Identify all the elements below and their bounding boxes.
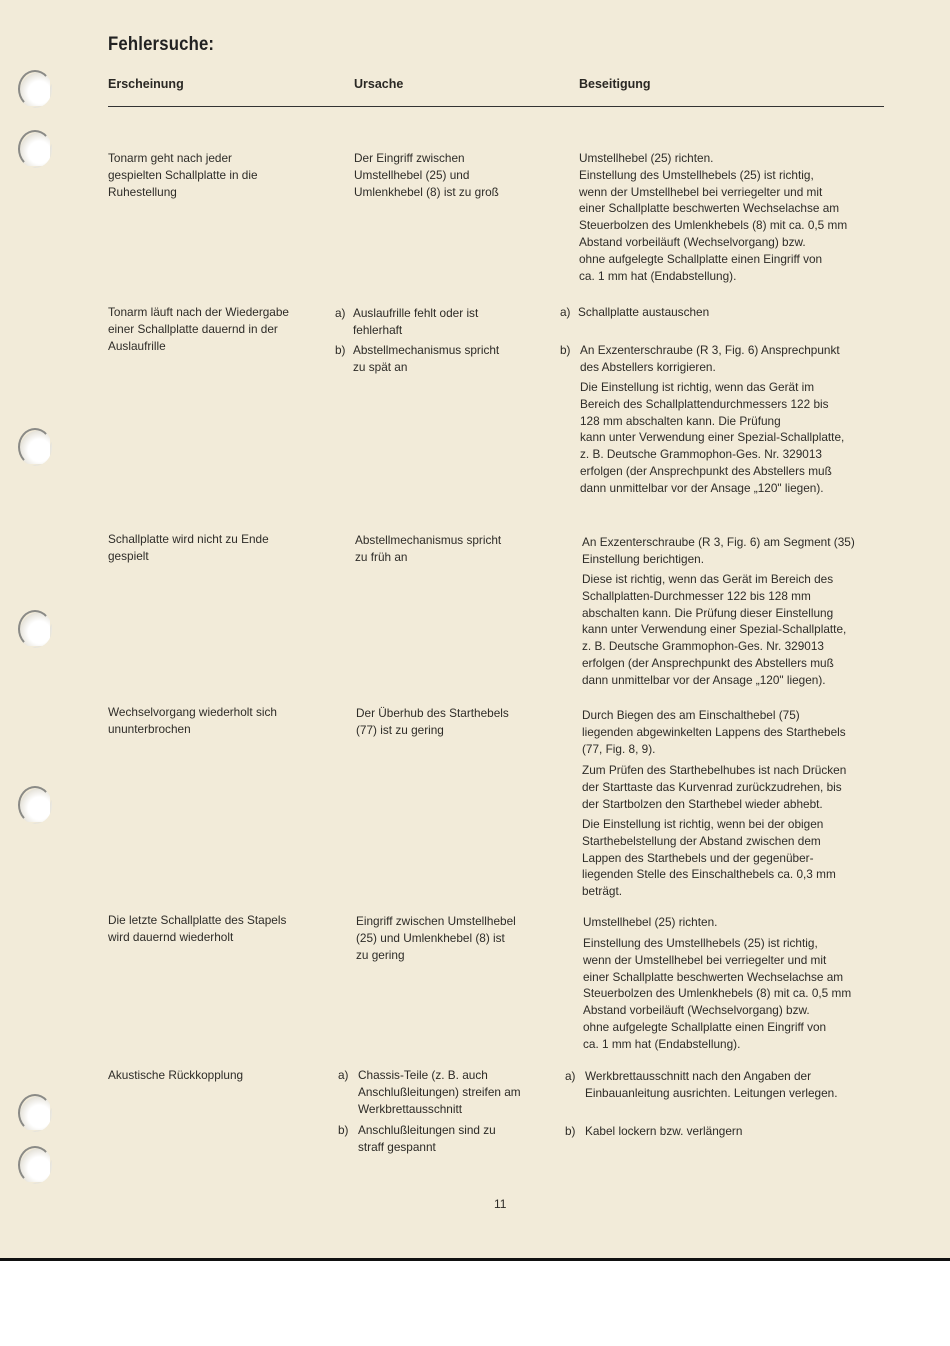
text-line: 128 mm abschalten kann. Die Prüfung — [580, 413, 781, 428]
text-line: zu früh an — [355, 549, 408, 564]
text-line: Der Überhub des Starthebels — [356, 706, 509, 720]
text-line: Auslaufrille fehlt oder ist — [353, 306, 479, 320]
text-line: zu spät an — [353, 359, 408, 374]
text-line: Einbauanleitung ausrichten. Leitungen verlegen. — [585, 1085, 838, 1100]
text-line: Einstellung berichtigen. — [582, 551, 704, 566]
text-line: Kabel lockern bzw. verlängern — [585, 1124, 743, 1138]
text-line: Anschlußleitungen) streifen am — [358, 1084, 521, 1099]
list-marker: a) — [335, 306, 346, 320]
text-line: wird dauernd wiederholt — [108, 929, 234, 944]
row-6-symptom — [108, 1067, 243, 1084]
text-line: An Exzenterschraube (R 3, Fig. 6) Ansprechpunkt — [580, 343, 840, 357]
text-line: ohne aufgelegte Schallplatte einen Eingriff von — [579, 251, 823, 266]
row-5-remedy-note — [583, 935, 851, 1053]
text-line: Akustische Rückkopplung — [108, 1068, 244, 1082]
punch-hole — [18, 786, 52, 824]
list-item-text — [353, 342, 499, 376]
header-divider — [108, 106, 884, 107]
list-marker: a) — [565, 1069, 576, 1083]
text-line: Starthebelstellung der Abstand zwischen dem — [582, 833, 821, 848]
list-marker: a) — [560, 305, 571, 319]
text-line: Tonarm läuft nach der Wiedergabe — [108, 305, 289, 319]
text-line: Eingriff zwischen Umstellhebel — [356, 914, 516, 928]
text-line: liegenden abgewinkelten Lappens des Starthebels — [582, 724, 846, 739]
text-line: beträgt. — [582, 884, 623, 899]
text-line: An Exzenterschraube (R 3, Fig. 6) am Segment (35) — [582, 535, 855, 549]
column-header-cause: Ursache — [354, 77, 404, 91]
text-line: einer Schallplatte beschwerten Wechselachse am — [583, 969, 844, 984]
text-line: Tonarm geht nach jeder — [108, 151, 232, 165]
text-line: Wechselvorgang wiederholt sich — [108, 705, 277, 719]
row-5-symptom — [108, 912, 286, 946]
text-line: (77) ist zu gering — [356, 722, 444, 737]
list-item-text — [353, 305, 478, 339]
text-line: erfolgen (der Ansprechpunkt des Abstellers muß — [582, 655, 834, 670]
row-1-cause — [354, 150, 499, 200]
list-marker: b) — [338, 1123, 349, 1137]
text-line: fehlerhaft — [353, 322, 403, 337]
column-header-symptom: Erscheinung — [108, 77, 184, 91]
row-4-remedy — [582, 707, 846, 757]
row-1-remedy — [579, 150, 847, 284]
text-line: Werkbrettausschnitt nach den Angaben der — [585, 1069, 812, 1083]
text-line: kann unter Verwendung einer Spezial-Schallplatte, — [582, 622, 847, 637]
text-line: dann unmittelbar vor der Ansage „120" liegen). — [580, 480, 824, 495]
list-marker: a) — [338, 1068, 349, 1082]
text-line: Diese ist richtig, wenn das Gerät im Bereich des — [582, 572, 834, 586]
text-line: Schallplatte austauschen — [578, 305, 710, 319]
punch-hole — [18, 1094, 52, 1132]
list-item-text — [585, 1068, 838, 1102]
list-item-text — [578, 304, 709, 321]
text-line: ohne aufgelegte Schallplatte einen Eingriff von — [583, 1019, 827, 1034]
row-2-remedy-note — [580, 379, 844, 497]
column-header-remedy: Beseitigung — [579, 77, 651, 91]
row-4-remedy-check — [582, 762, 846, 812]
text-line: einer Schallplatte dauernd in der — [108, 321, 278, 336]
text-line: einer Schallplatte beschwerten Wechselachse am — [579, 201, 840, 216]
text-line: zu gering — [356, 947, 405, 962]
text-line: dann unmittelbar vor der Ansage „120" liegen). — [582, 672, 826, 687]
text-line: Auslaufrille — [108, 338, 166, 353]
row-5-remedy — [583, 914, 717, 931]
list-item-text — [358, 1067, 521, 1117]
punch-hole — [18, 428, 52, 466]
text-line: z. B. Deutsche Grammophon-Ges. Nr. 329013 — [582, 639, 824, 654]
text-line: wenn der Umstellhebel bei verriegelter und mit — [579, 184, 823, 199]
list-item-text — [580, 342, 840, 376]
text-line: straff gespannt — [358, 1139, 436, 1154]
text-line: Steuerbolzen des Umlenkhebels (8) mit ca. 0,5 mm — [579, 218, 848, 233]
text-line: Umlenkhebel (8) ist zu groß — [354, 184, 499, 199]
row-3-cause — [355, 532, 501, 566]
text-line: ca. 1 mm hat (Endabstellung). — [583, 1036, 741, 1051]
punch-hole — [18, 610, 52, 648]
punch-hole — [18, 130, 52, 168]
punch-hole — [18, 70, 52, 108]
text-line: Schallplatten-Durchmesser 122 bis 128 mm — [582, 588, 811, 603]
list-marker: b) — [560, 343, 571, 357]
page-number: 11 — [494, 1197, 507, 1211]
text-line: Umstellhebel (25) und — [354, 167, 470, 182]
text-line: Anschlußleitungen sind zu — [358, 1123, 496, 1137]
row-4-remedy-note — [582, 816, 836, 900]
row-1-symptom — [108, 150, 258, 200]
text-line: (25) und Umlenkhebel (8) ist — [356, 930, 505, 945]
row-2-symptom — [108, 304, 289, 354]
text-line: ununterbrochen — [108, 721, 191, 736]
row-3-remedy-note — [582, 571, 846, 689]
text-line: erfolgen (der Ansprechpunkt des Abstellers muß — [580, 463, 832, 478]
text-line: Abstand vorbeiläuft (Wechselvorgang) bzw. — [583, 1003, 810, 1018]
text-line: z. B. Deutsche Grammophon-Ges. Nr. 329013 — [580, 447, 822, 462]
text-line: Steuerbolzen des Umlenkhebels (8) mit ca. 0,5 mm — [583, 986, 852, 1001]
text-line: gespielt — [108, 548, 149, 563]
text-line: der Startbolzen den Starthebel wieder abhebt. — [582, 796, 823, 811]
text-line: Abstellmechanismus spricht — [355, 533, 502, 547]
row-4-symptom — [108, 704, 277, 738]
text-line: abschalten kann. Die Prüfung dieser Einstellung — [582, 605, 834, 620]
text-line: Lappen des Starthebels und der gegenüber- — [582, 850, 814, 865]
text-line: des Abstellers korrigieren. — [580, 359, 716, 374]
text-line: Abstellmechanismus spricht — [353, 343, 500, 357]
text-line: wenn der Umstellhebel bei verriegelter und mit — [583, 952, 827, 967]
text-line: liegenden Stelle des Einschalthebels ca. 0,3 mm — [582, 867, 836, 882]
text-line: (77, Fig. 8, 9). — [582, 741, 656, 756]
text-line: Schallplatte wird nicht zu Ende — [108, 532, 269, 546]
text-line: Durch Biegen des am Einschalthebel (75) — [582, 708, 800, 722]
list-marker: b) — [565, 1124, 576, 1138]
list-item-text — [585, 1123, 742, 1140]
text-line: der Starttaste das Kurvenrad zurückzudrehen, bis — [582, 779, 842, 794]
text-line: Abstand vorbeiläuft (Wechselvorgang) bzw. — [579, 234, 806, 249]
row-3-remedy — [582, 534, 855, 568]
row-4-cause — [356, 705, 509, 739]
list-item-text — [358, 1122, 496, 1156]
text-line: Umstellhebel (25) richten. — [583, 915, 718, 929]
text-line: Zum Prüfen des Starthebelhubes ist nach Drücken — [582, 763, 847, 777]
punch-hole — [18, 1146, 52, 1184]
text-line: gespielten Schallplatte in die — [108, 167, 258, 182]
text-line: Ruhestellung — [108, 184, 177, 199]
text-line: Bereich des Schallplattendurchmessers 122 bis — [580, 396, 829, 411]
text-line: Die Einstellung ist richtig, wenn das Gerät im — [580, 380, 815, 394]
list-marker: b) — [335, 343, 346, 357]
text-line: Werkbrettausschnitt — [358, 1101, 463, 1116]
scan-bottom-margin — [0, 1258, 950, 1346]
text-line: ca. 1 mm hat (Endabstellung). — [579, 268, 737, 283]
text-line: Die letzte Schallplatte des Stapels — [108, 913, 287, 927]
text-line: Umstellhebel (25) richten. — [579, 151, 714, 165]
text-line: Einstellung des Umstellhebels (25) ist richtig, — [579, 167, 814, 182]
text-line: Einstellung des Umstellhebels (25) ist richtig, — [583, 936, 818, 950]
text-line: kann unter Verwendung einer Spezial-Schallplatte, — [580, 430, 845, 445]
text-line: Der Eingriff zwischen — [354, 151, 465, 165]
text-line: Die Einstellung ist richtig, wenn bei der obigen — [582, 817, 824, 831]
row-3-symptom — [108, 531, 269, 565]
page-title: Fehlersuche: — [108, 34, 215, 55]
row-5-cause — [356, 913, 516, 963]
text-line: Chassis-Teile (z. B. auch — [358, 1068, 488, 1082]
